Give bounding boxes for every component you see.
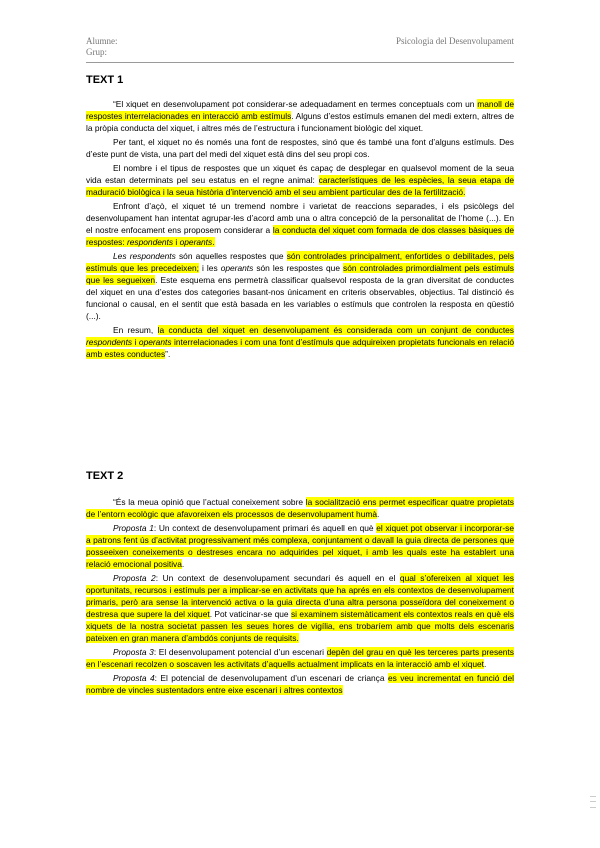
- text2-section: [86, 470, 514, 698]
- text1-section: [86, 74, 514, 362]
- text1-title: TEXT 1: [86, 74, 124, 86]
- scroll-grip-icon[interactable]: [590, 796, 596, 808]
- text1-paragraph-3: El nombre i el tipus de respostes que un xiquet és capaç de desplegar en qualsevol moment de la seua vida estan determinats pel seu estatus en el regne animal: característiques de les espècies, la seua etapa de maduració biològica i la seua història d’intervenció amb el seu ambient particular des de la fertilització.: [86, 163, 514, 197]
- text1-paragraph-5: Les respondents són aquelles respostes que són controlades principalment, enfortides o debilitades, pels estímuls que les precedeixen; i les operants són les respostes que són controlades primordialment pels estímuls que les segueixen. Este esquema ens permetrà classificar qualsevol resposta de la gran diversitat de conductes del xiquet en una d’estes dos categories basant-nos únicament en criteris observables, objectius. Tal distinció és funcional o causal, en el sentit que està basada en les variables o estímuls que controlen la resposta en qüestió (...).: [86, 251, 514, 321]
- text1-paragraph-1: “El xiquet en desenvolupament pot considerar-se adequadament en termes conceptuals com un manoll de respostes interrelacionades en interacció amb estímuls. Alguns d’estos estímuls emanen del medi extern, altres de la pròpia conducta del xiquet, i altres més de l’estructura i funcionament biològic del xiquet.: [86, 99, 515, 133]
- text1-paragraph-2: Per tant, el xiquet no és només una font de respostes, sinó que és també una font d’alguns estímuls. Des d’este punt de vista, una part del medi del xiquet està dins del seu propi cos.: [86, 137, 514, 159]
- text2-paragraph-5: Proposta 4: El potencial de desenvolupament d’un escenari de criança es veu incrementat en funció del nombre de vincles sustentadors entre eixe escenari i altres contextos: [86, 673, 514, 695]
- header-student-info: [86, 36, 118, 58]
- text1-paragraph-6: En resum, la conducta del xiquet en desenvolupament és considerada com un conjunt de conductes respondents i operants interrelacionades i com una font d’estímuls que adquireixen propietats funcionals en relació amb estes conductes”.: [86, 325, 514, 359]
- text2-paragraph-1: “És la meua opinió que l’actual coneixement sobre la socialització ens permet especificar quatre propietats de l’entorn ecològic que afavoreixen els processos de desenvolupament humà.: [86, 497, 514, 519]
- text2-paragraph-2: Proposta 1: Un context de desenvolupament primari és aquell en què el xiquet pot observar i incorporar-se a patrons fent ús d’activitat progressivament més complexa, conjuntament o davall la guia directa de persones que posseeixen coneixements o destreses encara no adquirides pel xiquet, i amb les quals este ha establert una relació emocional positiva.: [86, 523, 514, 569]
- text2-paragraph-3: Proposta 2: Un context de desenvolupament secundari és aquell en el qual s’ofereixen al xiquet les oportunitats, recursos i estímuls per a implicar-se en activitats que ha aprés en els contextos de desenvolupament primaris, però ara sense la intervenció activa o la guia directa d’una altra persona posseïdora del coneixement o destresa que supere la del xiquet. Pot vaticinar-se que si examinem sistemàticament els contextos reals en què els xiquets de la nostra societat passen les seues hores de vigília, ens trobaríem amb que molts dels escenaris pateixen en gran manera d’ambdós conjunts de requisits.: [86, 573, 514, 643]
- text2-title: TEXT 2: [86, 470, 124, 482]
- header-course: Psicologia del Desenvolupament: [396, 36, 514, 46]
- page-header: [86, 36, 514, 63]
- header-alumne: Alumne:: [86, 36, 118, 46]
- text1-paragraph-4: Enfront d’açò, el xiquet té un tremend nombre i varietat de reaccions separades, i els psicòlegs del desenvolupament han intentat agrupar-les d’acord amb una o altra concepció de la personalitat de l’home (...). En el nostre enfocament ens proposem considerar a la conducta del xiquet com formada de dos classes bàsiques de respostes: respondents i operants.: [86, 201, 515, 247]
- text2-paragraph-4: Proposta 3: El desenvolupament potencial d’un escenari depèn del grau en què les terceres parts presents en l’escenari recolzen o soscaven les activitats d’aquells actualment implicats en la interacció amb el xiquet.: [86, 647, 514, 669]
- header-grup: Grup:: [86, 47, 107, 57]
